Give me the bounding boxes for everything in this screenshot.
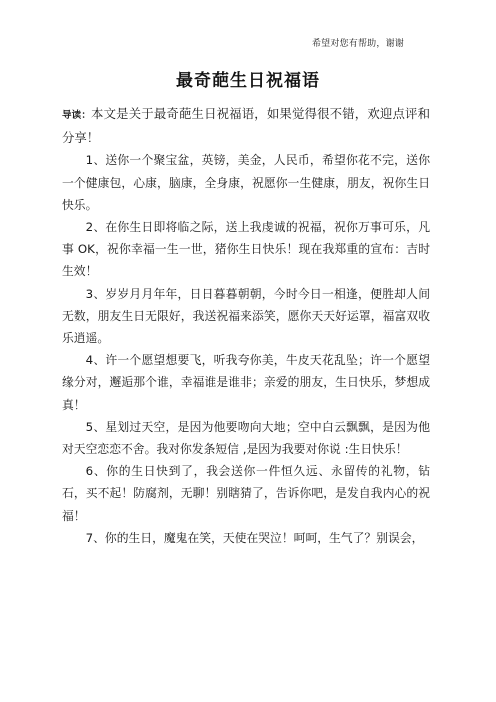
page-title: 最奇葩生日祝福语 [176, 71, 320, 91]
paragraph-4: 4、许一个愿望想要飞，听我夸你美，牛皮天花乱坠；许一个愿望缘分对，邂逅那个谁，幸福谁是谁非；亲爱的朋友，生日快乐，梦想成真！ [62, 353, 430, 412]
paragraph-6: 6、你的生日快到了，我会送你一件恒久远、永留传的礼物，钻石，买不起！防腐剂，无聊！别瞎猜了，告诉你吧，是发自我内心的祝福！ [62, 464, 430, 523]
paragraph-5: 5、星划过天空，是因为他要吻向大地；空中白云飘飘，是因为他对天空恋恋不舍。我对你发条短信 ,是因为我要对你说 :生日快乐！ [62, 419, 430, 457]
paragraph-1: 1、送你一个聚宝盆，英镑，美金，人民币，希望你花不完，送你一个健康包，心康，脑康，全身康，祝愿你一生健康，朋友，祝你生日快乐。 [62, 153, 430, 212]
intro-paragraph [62, 103, 430, 149]
paragraph-2: 2、在你生日即将临之际，送上我虔诚的祝福，祝你万事可乐，凡事 OK，祝你幸福一生一世，猪你生日快乐！现在我郑重的宣布：吉时生效！ [62, 220, 430, 279]
paragraph-3: 3、岁岁月月年年，日日暮暮朝朝，今时今日一相逢，便胜却人间无数，朋友生日无限好，我送祝福来添笑，愿你天天好运罩，福富双收乐逍遥。 [62, 286, 430, 346]
paragraph-7: 7、你的生日，魔鬼在笑，天使在哭泣！呵呵，生气了？别误会， [85, 530, 424, 545]
document-body [62, 103, 430, 549]
intro-label: 导读： [62, 110, 92, 121]
intro-text: 本文是关于最奇葩生日祝福语，如果觉得很不错，欢迎点评和分享！ [62, 106, 430, 146]
header-note: 希望对您有帮助，谢谢 [311, 39, 404, 49]
